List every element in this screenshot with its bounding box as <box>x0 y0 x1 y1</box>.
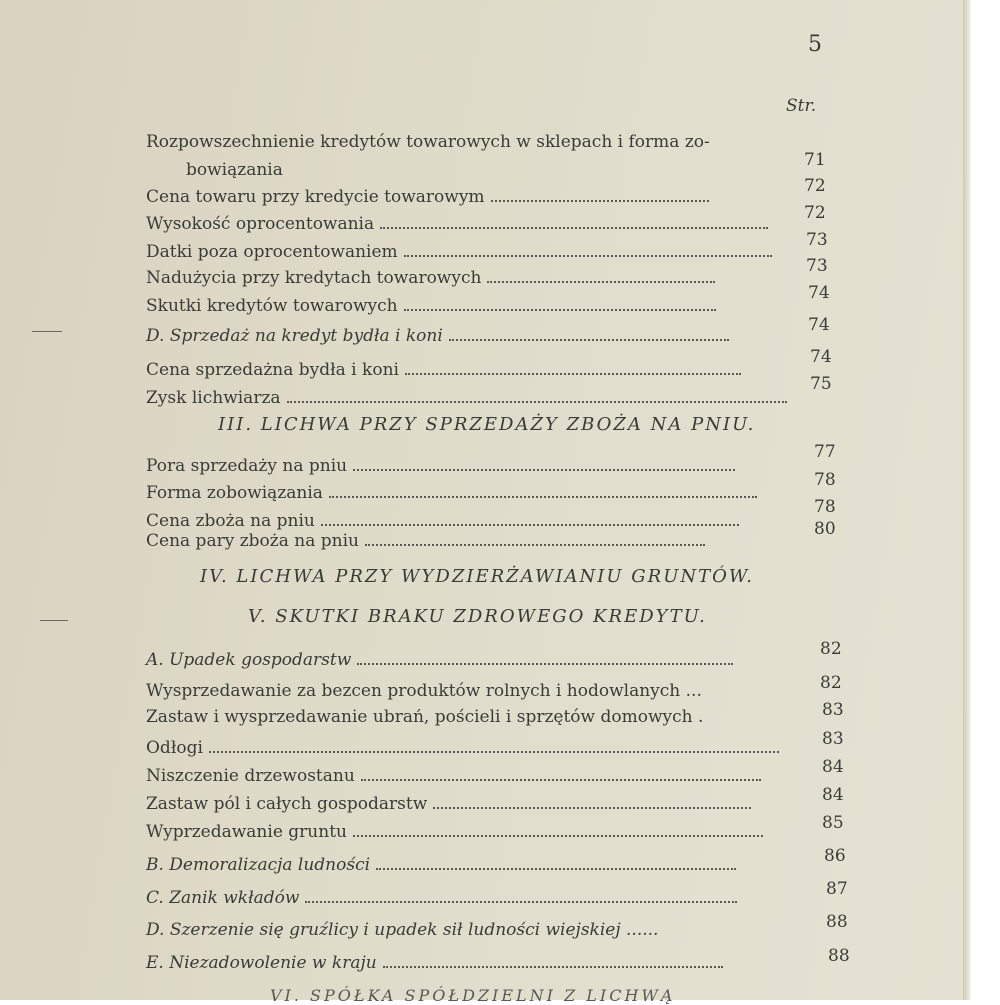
toc-entry: Odłogi <box>146 738 779 758</box>
toc-page-number: 88 <box>828 946 850 966</box>
toc-page-number: 83 <box>822 729 844 749</box>
toc-page-number: 75 <box>810 374 832 394</box>
toc-entry: Datki poza oprocentowaniem <box>146 242 772 262</box>
toc-entry: Cena sprzedażna bydła i koni <box>146 360 741 380</box>
page-column-label: Str. <box>786 96 817 116</box>
cut-off-chapter-heading: VI. SPÓŁKA SPÓŁDZIELNI Z LICHWĄ <box>270 986 676 1005</box>
toc-page-number: 74 <box>808 315 830 335</box>
toc-entry: bowiązania <box>186 160 283 180</box>
toc-page-number: 86 <box>824 846 846 866</box>
toc-entry: Rozpowszechnienie kredytów towarowych w sklepach i forma zo- <box>146 132 710 152</box>
toc-page-number: 71 <box>804 150 826 170</box>
chapter-heading: V. SKUTKI BRAKU ZDROWEGO KREDYTU. <box>248 606 707 627</box>
margin-mark <box>40 620 68 621</box>
toc-page-number: 87 <box>826 879 848 899</box>
toc-entry: Zysk lichwiarza <box>146 388 787 408</box>
chapter-heading: IV. LICHWA PRZY WYDZIERŻAWIANIU GRUNTÓW. <box>200 566 754 587</box>
toc-page-number: 73 <box>806 256 828 276</box>
toc-entry: Skutki kredytów towarowych <box>146 296 716 316</box>
toc-page-number: 85 <box>822 813 844 833</box>
toc-page-number: 84 <box>822 785 844 805</box>
toc-subsection-entry: E. Niezadowolenie w kraju <box>146 953 723 973</box>
toc-page-number: 80 <box>814 519 836 539</box>
toc-page-number: 82 <box>820 639 842 659</box>
margin-mark <box>32 331 62 332</box>
toc-page-number: 83 <box>822 700 844 720</box>
toc-entry: Wysokość oprocentowania <box>146 214 768 234</box>
toc-page-number: 88 <box>826 912 848 932</box>
toc-subsection-entry: B. Demoralizacja ludności <box>146 855 736 875</box>
toc-page-number: 78 <box>814 470 836 490</box>
toc-entry: Niszczenie drzewostanu <box>146 766 761 786</box>
toc-page-number: 72 <box>804 176 826 196</box>
toc-page-number: 82 <box>820 673 842 693</box>
toc-subsection-entry: C. Zanik wkładów <box>146 888 737 908</box>
toc-page-number: 73 <box>806 230 828 250</box>
page-number: 5 <box>808 32 822 57</box>
toc-page-number: 72 <box>804 203 826 223</box>
toc-page-number: 77 <box>814 442 836 462</box>
toc-entry: Wysprzedawanie za bezcen produktów rolnych i hodowlanych ... <box>146 681 702 701</box>
toc-page-number: 74 <box>808 283 830 303</box>
toc-entry: Zastaw pól i całych gospodarstw <box>146 794 751 814</box>
toc-entry: Pora sprzedaży na pniu <box>146 456 735 476</box>
toc-entry: Nadużycia przy kredytach towarowych <box>146 268 715 288</box>
toc-entry: Cena pary zboża na pniu <box>146 531 705 551</box>
toc-entry: Cena zboża na pniu <box>146 511 739 531</box>
toc-entry: Zastaw i wysprzedawanie ubrań, pościeli i sprzętów domowych . <box>146 707 704 727</box>
chapter-heading: III. LICHWA PRZY SPRZEDAŻY ZBOŻA NA PNIU. <box>218 414 756 435</box>
toc-entry: Forma zobowiązania <box>146 483 757 503</box>
toc-subsection-entry: A. Upadek gospodarstw <box>146 650 733 670</box>
toc-subsection-entry: D. Sprzedaż na kredyt bydła i koni <box>146 326 729 346</box>
toc-subsection-entry: D. Szerzenie się gruźlicy i upadek sił ludności wiejskiej ...... <box>146 920 659 940</box>
toc-entry: Cena towaru przy kredycie towarowym <box>146 187 709 207</box>
toc-page-number: 78 <box>814 497 836 517</box>
page-edge <box>963 0 971 1000</box>
toc-entry: Wyprzedawanie gruntu <box>146 822 763 842</box>
toc-page-number: 74 <box>810 347 832 367</box>
toc-page-number: 84 <box>822 757 844 777</box>
